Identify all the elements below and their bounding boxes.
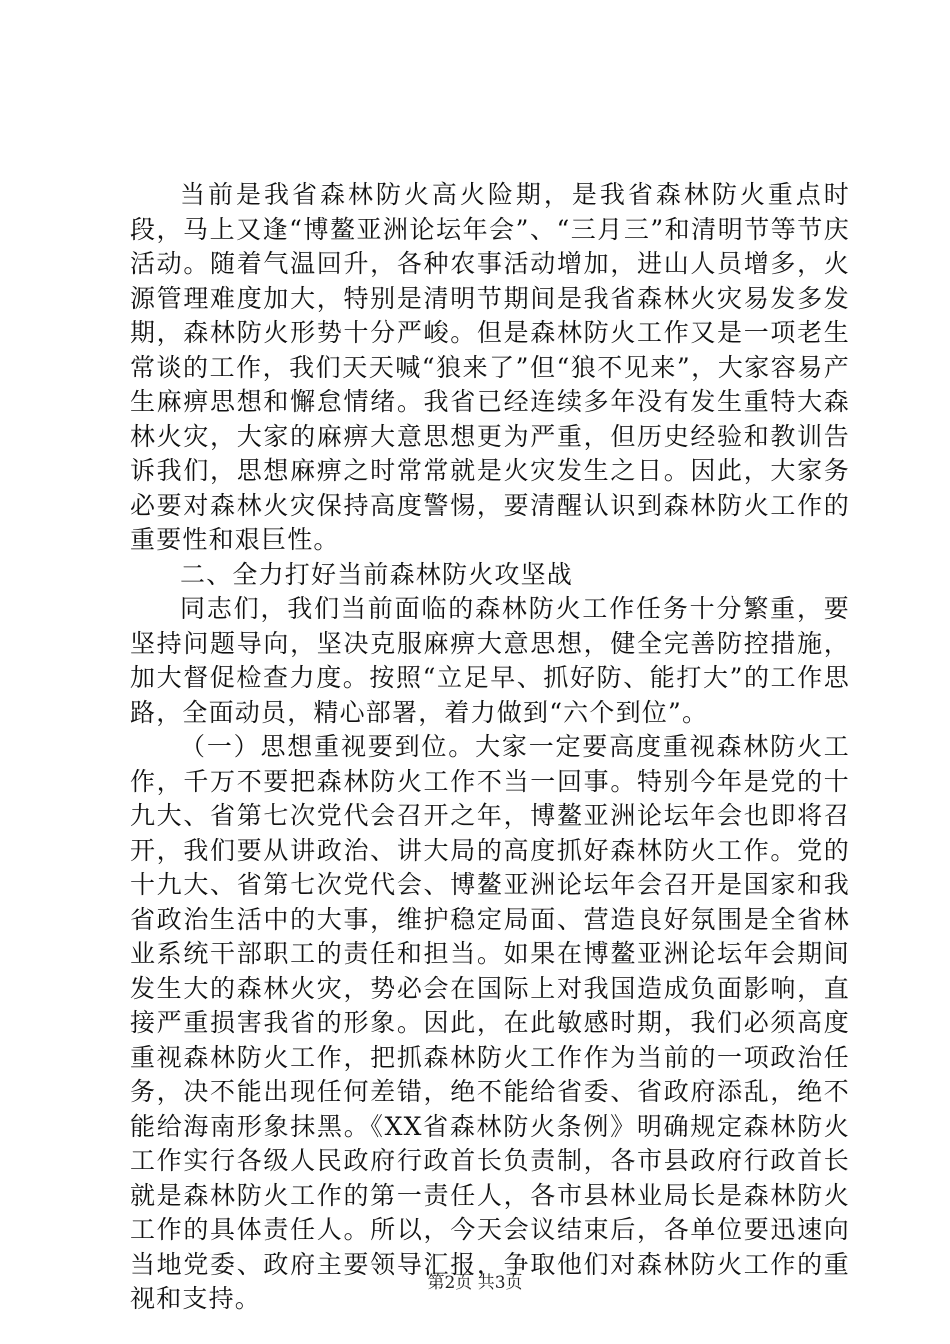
- section-heading: 二、全力打好当前森林防火攻坚战: [180, 559, 574, 589]
- page-footer: 第2页 共3页: [427, 1273, 523, 1293]
- paragraph-item-one: （一）思想重视要到位。大家一定要高度重视森林防火工作，千万不要把森林防火工作不当一回事。特别今年是党的十九大、省第七次党代会召开之年，博鳌亚洲论坛年会也即将召开，我们要从讲政治、讲大局的高度抓好森林防火工作。党的十九大、省第七次党代会、博鳌亚洲论坛年会召开是国家和我省政治生活中的大事，维护稳定局面、营造良好氛围是全省林业系统干部职工的责任和担当。如果在博鳌亚洲论坛年会期间发生大的森林火灾，势必会在国际上对我国造成负面影响，直接严重损害我省的形象。因此，在此敏感时期，我们必须高度重视森林防火工作，把抓森林防火工作作为当前的一项政治任务，决不能出现任何差错，绝不能给省委、省政府添乱，绝不能给海南形象抹黑。《XX省森林防火条例》明确规定森林防火工作实行各级人民政府行政首长负责制，各市县政府行政首长就是森林防火工作的第一责任人，各市县林业局长是森林防火工作的具体责任人。所以，今天会议结束后，各单位要迅速向当地党委、政府主要领导汇报，争取他们对森林防火工作的重视和支持。: [130, 732, 850, 1313]
- paragraph-fire-risk-period: 当前是我省森林防火高火险期，是我省森林防火重点时段，马上又逢“博鳌亚洲论坛年会”、“三月三”和清明节等节庆活动。随着气温回升，各种农事活动增加，进山人员增多，火源管理难度加大，特别是清明节期间是我省森林火灾易发多发期，森林防火形势十分严峻。但是森林防火工作又是一项老生常谈的工作，我们天天喊“狼来了”但“狼不见来”，大家容易产生麻痹思想和懈怠情绪。我省已经连续多年没有发生重特大森林火灾，大家的麻痹大意思想更为严重，但历史经验和教训告诉我们，思想麻痹之时常常就是火灾发生之日。因此，大家务必要对森林火灾保持高度警惕，要清醒认识到森林防火工作的重要性和艰巨性。: [130, 180, 850, 554]
- document-body: [130, 178, 850, 1317]
- paragraph-comrades: 同志们，我们当前面临的森林防火工作任务十分繁重，要坚持问题导向，坚决克服麻痹大意思想，健全完善防控措施，加大督促检查力度。按照“立足早、抓好防、能打大”的工作思路，全面动员，精心部署，着力做到“六个到位”。: [130, 594, 850, 727]
